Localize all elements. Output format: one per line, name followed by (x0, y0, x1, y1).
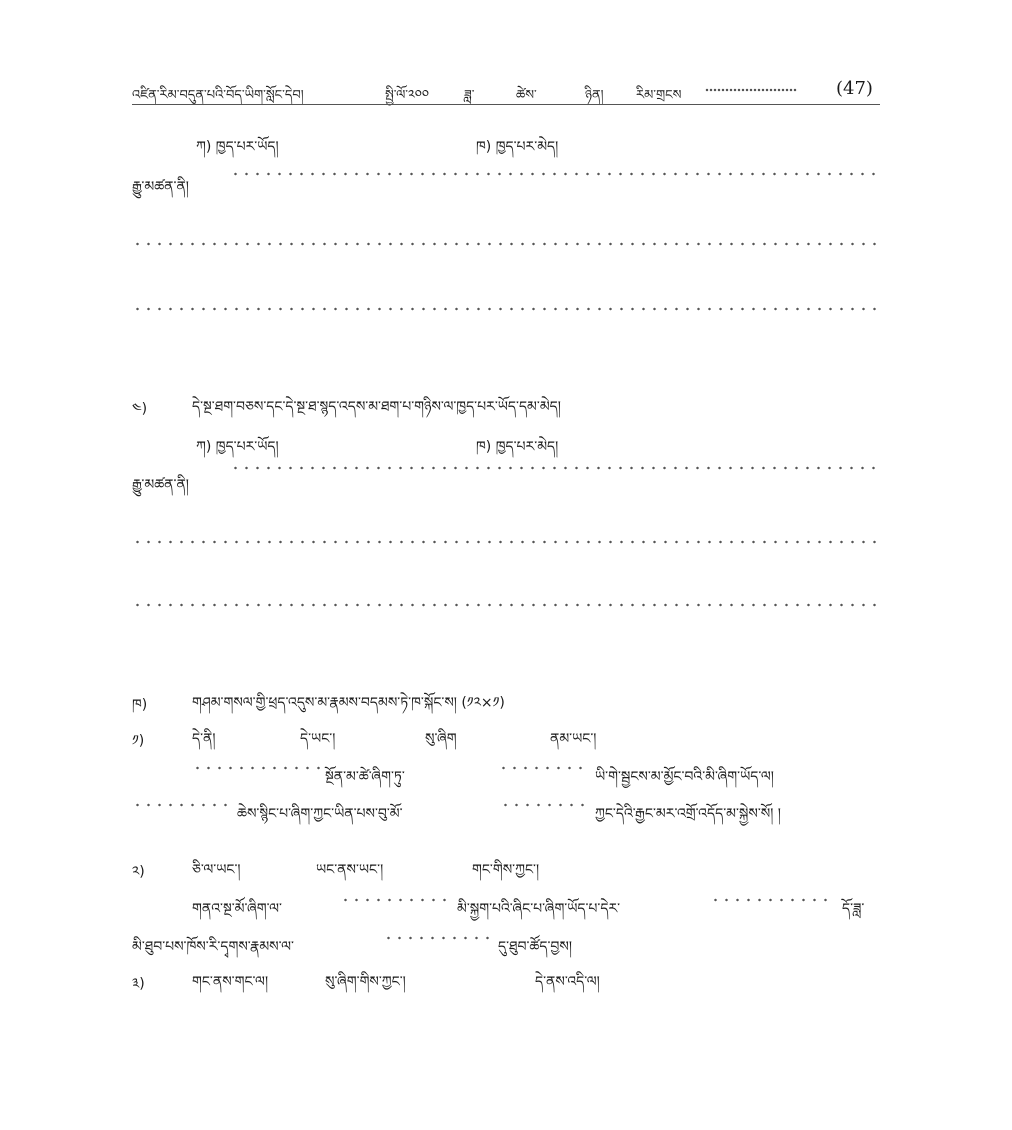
sentence-fragment: གནའ་སྔ་མོ་ཞིག་ལ་ (192, 901, 282, 917)
answer-line[interactable] (132, 540, 880, 544)
choice-word: དེ་ཡང་། (300, 731, 336, 747)
option-b: ཁ) ཁྱད་པར་མེད། (476, 439, 559, 455)
answer-line[interactable] (230, 172, 880, 176)
question-text: དེ་སྔ་ཐག་བཅས་དང་དེ་སྔ་ཐ་སྙད་འདས་མ་ཐག་པ་གཉིས་ལ་ཁྱད་པར་ཡོད་དམ་མེད། (192, 399, 561, 415)
choice-word: ནམ་ཡང་། (550, 731, 597, 747)
answer-line[interactable] (132, 242, 880, 246)
header-field-date: ཚེས་ (516, 88, 537, 103)
sentence-fragment: སྔོན་མ་ཚེ་ཞིག་ཏུ་ (325, 769, 405, 785)
choice-word: དེ་ནས་འདི་ལ། (535, 974, 600, 990)
choice-word: ཡང་ནས་ཡང་། (316, 862, 384, 878)
choice-word: གང་གིས་ཀྱང་། (472, 862, 540, 878)
sentence-fragment: མི་སྐྱག་པའི་ཞིང་པ་ཞིག་ཡོད་པ་དེར་ (457, 901, 621, 917)
header-field-day: ཉིན། (585, 88, 604, 103)
blank-line[interactable] (710, 898, 835, 902)
question-number: ༢) (132, 864, 145, 880)
header-field-year: སྤྱི་ལོ་༢༠༠ (385, 88, 430, 103)
reason-label: རྒྱུ་མཚན་ནི། (132, 477, 189, 493)
question-number: ༡) (132, 733, 145, 749)
blank-line[interactable] (132, 803, 232, 807)
sentence-fragment: ཆེས་སྙིང་པ་ཞིག་ཀྱང་ཡིན་པས་བུ་མོ་ (237, 806, 403, 822)
reason-label: རྒྱུ་མཚན་ནི། (132, 179, 189, 195)
choice-word: སུ་ཞིག་གིས་ཀྱང་། (325, 974, 406, 990)
section-number: ཁ) (132, 697, 148, 713)
blank-line[interactable] (383, 936, 493, 940)
running-header-title: འཛིན་རིམ་བདུན་པའི་བོད་ཡིག་སློང་དེབ། (132, 88, 304, 103)
blank-line[interactable] (498, 766, 590, 770)
header-field-month: ཟླ་ (464, 88, 475, 103)
sentence-fragment: ཡི་གེ་སྦྱངས་མ་མྱོང་བའི་མི་ཞིག་ཡོད་ལ། (595, 769, 774, 785)
choice-word: གང་ནས་གང་ལ། (192, 974, 269, 990)
sentence-fragment: ཀྱང་དེའི་རྒྱང་མར་འགྲོ་འདོད་མ་སྐྱེས་སོ། ། (595, 806, 781, 822)
header-rule (132, 104, 880, 105)
sentence-fragment: མི་ཐུབ་པས་ཁོས་རི་དྭགས་རྣམས་ལ་ (132, 939, 294, 955)
page-number: (47) (836, 78, 873, 99)
blank-line[interactable] (500, 803, 590, 807)
section-instruction: གཤམ་གསལ་གྱི་ཕྲད་འདུས་མ་རྣམས་བདམས་ཏེ་ཁ་སྐོང་ས། (༡༢×༡) (192, 695, 505, 711)
choice-word: ཅི་ལ་ཡང་། (192, 862, 241, 878)
blank-line[interactable] (192, 766, 320, 770)
question-number: ༤) (132, 401, 148, 417)
option-b: ཁ) ཁྱད་པར་མེད། (476, 139, 559, 155)
option-a: ཀ) ཁྱད་པར་ཡོད། (196, 139, 279, 155)
sentence-fragment: དོ་ཟླ་ (842, 901, 865, 917)
choice-word: དེ་ནི། (192, 731, 216, 747)
question-number: ༣) (132, 976, 145, 992)
answer-line[interactable] (230, 466, 880, 470)
blank-line[interactable] (340, 898, 452, 902)
choice-word: སུ་ཞིག (425, 731, 457, 747)
header-name-blank (705, 88, 797, 92)
answer-line[interactable] (132, 603, 880, 607)
option-a: ཀ) ཁྱད་པར་ཡོད། (196, 439, 279, 455)
sentence-fragment: དུ་ཐུབ་ཚོད་བྱས། (498, 939, 572, 955)
header-field-name: རིམ་གྲངས (636, 88, 682, 103)
answer-line[interactable] (132, 307, 880, 311)
